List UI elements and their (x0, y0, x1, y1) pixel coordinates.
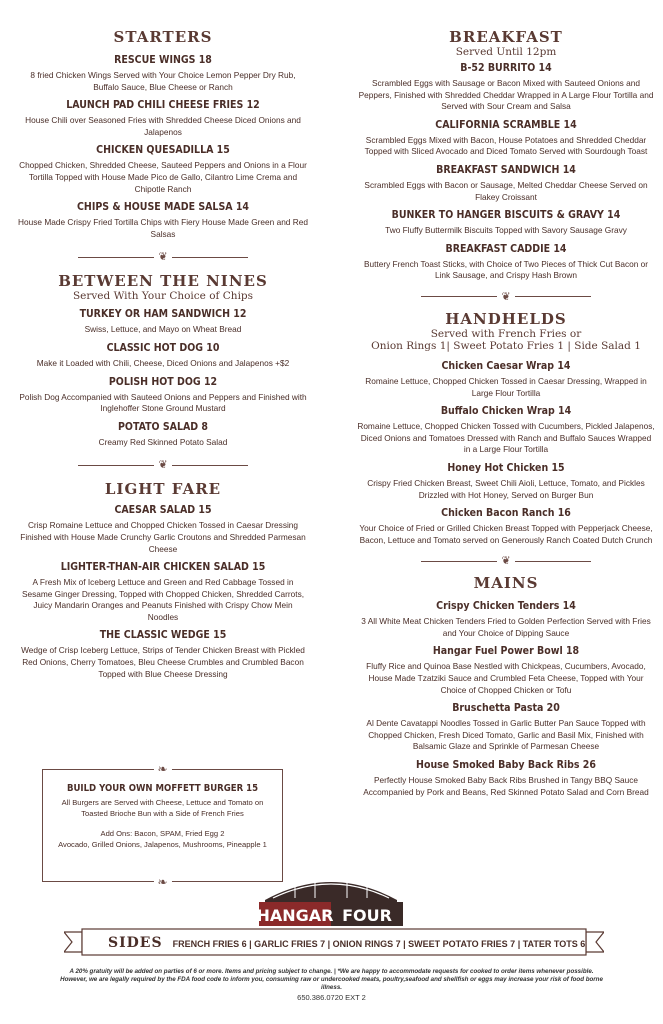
left-column (18, 22, 308, 680)
menu-item-desc: Romaine Lettuce, Chopped Chicken Tossed with Cucumbers, Pickled Jalapenos, Diced Onions and Tomatoes Dressed with Ranch and Buffalo Sauces Wrapped in a Large Flour Tortilla (357, 421, 655, 455)
menu-item-desc: Swiss, Lettuce, and Mayo on Wheat Bread (84, 324, 242, 335)
breakfast-list (357, 62, 655, 282)
menu-item-desc: Make it Loaded with Chili, Cheese, Diced Onions and Jalapenos +$2 (36, 357, 290, 368)
ornament-icon: ❧ (153, 762, 171, 776)
starters-list (18, 54, 308, 240)
menu-item-name: House Smoked Baby Back Ribs 26 (416, 759, 596, 772)
ornament-divider: ❦ (421, 292, 591, 302)
menu-item-name: CALIFORNIA SCRAMBLE 14 (435, 118, 577, 131)
menu-item-desc: Fluffy Rice and Quinoa Base Nestled with Chickpeas, Cucumbers, Avocado, House Made Tzatziki Sauce and Crumbled Feta Cheese, Topped with Your Choice of Chopped Chicken or Tofu (366, 661, 646, 695)
sides-label: SIDES (108, 935, 163, 951)
menu-item-name: TURKEY OR HAM SANDWICH 12 (79, 308, 247, 321)
menu-item-desc: Two Fluffy Buttermilk Biscuits Topped with Savory Sausage Gravy (385, 225, 627, 236)
burger-addons-2: Avocado, Grilled Onions, Jalapenos, Mushrooms, Pineapple 1 (58, 839, 267, 849)
sides-items: FRENCH FRIES 6 | GARLIC FRIES 7 | ONION RINGS 7 | SWEET POTATO FRIES 7 | TATER TOTS 6 (172, 939, 586, 949)
menu-item-desc: Romaine Lettuce, Chopped Chicken Tossed in Caesar Dressing, Wrapped in Large Flour Tortilla (365, 375, 647, 398)
menu-item-desc: Creamy Red Skinned Potato Salad (98, 436, 228, 447)
burger-name: BUILD YOUR OWN MOFFETT BURGER 15 (66, 783, 259, 794)
ornament-divider: ❦ (78, 252, 248, 262)
menu-item-desc: Crispy Fried Chicken Breast, Sweet Chili Aioli, Lettuce, Tomato, and Pickles Drizzled with Hot Honey, Served on Burger Bun (367, 477, 645, 500)
menu-item-name: Bruschetta Pasta 20 (452, 702, 560, 715)
between-list (18, 308, 308, 448)
menu-item-desc: Al Dente Cavatappi Noodles Tossed in Garlic Butter Pan Sauce Topped with Chopped Chicken, Fresh Diced Tomato, Garlic and Basil Mix, Finished with Balsamic Glaze and Sprinkle of Parmesan Cheese (366, 718, 646, 752)
burger-desc: All Burgers are Served with Cheese, Lettuce and Tomato on Toasted Brioche Bun with a Side of French Fries (61, 798, 264, 818)
logo-word-four: FOUR (342, 906, 392, 925)
menu-item-desc: House Chili over Seasoned Fries with Shredded Cheese Diced Onions and Jalapenos (25, 115, 301, 137)
burger-addons-1: Add Ons: Bacon, SPAM, Fried Egg 2 (100, 829, 225, 838)
menu-item-desc: Wedge of Crisp Iceberg Lettuce, Strips of Tender Chicken Breast with Pickled Red Onions, Cherry Tomatoes, Bleu Cheese Crumbles and Crumbled Bacon Topped with Blue Cheese Dressing (21, 645, 305, 679)
menu-item-desc: 8 fried Chicken Wings Served with Your Choice Lemon Pepper Dry Rub, Buffalo Sauce, Blue Cheese or Ranch (30, 70, 296, 92)
menu-item-name: Chicken Bacon Ranch 16 (441, 507, 571, 520)
menu-item-desc: A Fresh Mix of Iceberg Lettuce and Green and Red Cabbage Tossed in Sesame Ginger Dressing, Topped with Chopped Chicken, Shredded Carrots, Juicy Mandarin Oranges and Peanuts Finished with Crispy Chow Mein Noodles (21, 577, 305, 622)
menu-item-name: BREAKFAST SANDWICH 14 (436, 163, 576, 176)
menu-item-name: BUNKER TO HANGER BISCUITS & GRAVY 14 (391, 209, 621, 222)
mains-list (357, 600, 655, 798)
menu-item-desc: Your Choice of Fried or Grilled Chicken Breast Topped with Pepperjack Cheese, Bacon, Lettuce and Tomato served on Generously Ranch Coated Dutch Crunch (359, 523, 653, 545)
menu-item-name: CAESAR SALAD 15 (114, 504, 212, 517)
section-subtitle: Served Until 12pm (455, 46, 557, 58)
ornament-icon: ❧ (153, 875, 171, 889)
menu-item-desc: Scrambled Eggs Mixed with Bacon, House Potatoes and Shredded Cheddar Topped with Sliced Avocado and Diced Tomato Served with Sourdough Toast (364, 134, 648, 157)
menu-item-desc: House Made Crispy Fried Tortilla Chips with Fiery House Made Green and Red Salsas (18, 217, 308, 239)
section-title-starters: STARTERS (113, 28, 213, 46)
menu-item-name: Buffalo Chicken Wrap 14 (440, 405, 572, 418)
section-subtitle: Served with French Fries or (430, 327, 582, 340)
menu-item-name: Hangar Fuel Power Bowl 18 (432, 645, 580, 658)
menu-item-name: Honey Hot Chicken 15 (447, 461, 565, 474)
section-subtitle: Onion Rings 1| Sweet Potato Fries 1 | Side Salad 1 (371, 339, 641, 352)
ornament-divider: ❦ (78, 460, 248, 470)
menu-item-name: CHICKEN QUESADILLA 15 (96, 144, 230, 157)
handhelds-list (357, 360, 655, 546)
logo-word-hangar: HANGAR (256, 906, 334, 925)
menu-item-name: POLISH HOT DOG 12 (108, 375, 218, 388)
light-list (18, 504, 308, 680)
menu-item-name: Chicken Caesar Wrap 14 (441, 359, 571, 372)
section-title-mains: MAINS (473, 574, 539, 593)
right-column (357, 28, 655, 798)
menu-item-desc: Scrambled Eggs with Bacon or Sausage, Melted Cheddar Cheese Served on Flakey Croissant (364, 179, 648, 202)
section-title-light-fare: LIGHT FARE (104, 480, 222, 499)
menu-item-desc: 3 All White Meat Chicken Tenders Fried to Golden Perfection Served with Fries and Your Choice of Dipping Sauce (361, 616, 651, 638)
footer-note-1: A 20% gratuity will be added on parties of 6 or more. Items and pricing subject to change. | *We are happy to accommodate requests for cooked to order items whenever possible. (69, 968, 594, 975)
menu-item-desc: Chopped Chicken, Shredded Cheese, Sauteed Peppers and Onions in a Flour Tortilla Topped with House Made Pico de Gallo, Cilantro Lime Crema and Chipotle Ranch (19, 160, 307, 194)
phone-number: 650.386.0720 EXT 2 (297, 993, 366, 1002)
menu-item-name: B-52 BURRITO 14 (460, 62, 552, 74)
section-subtitle: Served With Your Choice of Chips (72, 290, 254, 303)
menu-item-name: CHIPS & HOUSE MADE SALSA 14 (76, 201, 249, 214)
ornament-divider: ❦ (421, 556, 591, 566)
menu-item-desc: Perfectly House Smoked Baby Back Ribs Brushed in Tangy BBQ Sauce Accompanied by Pork and Beans, Red Skinned Potato Salad and Corn Bread (363, 775, 649, 797)
menu-item-name: CLASSIC HOT DOG 10 (106, 341, 220, 354)
menu-item-name: LAUNCH PAD CHILI CHEESE FRIES 12 (66, 99, 260, 112)
menu-item-name: POTATO SALAD 8 (118, 420, 208, 433)
menu-item-name: Crispy Chicken Tenders 14 (436, 600, 576, 613)
footer-note-2: However, we are legally required by the FDA food code to inform you, consuming raw or undercooked meats, poultry,seafood and shellfish or eggs may increase your risk of food borne illness. (60, 976, 603, 991)
menu-item-desc: Scrambled Eggs with Sausage or Bacon Mixed with Sauteed Onions and Peppers, Finished with Shredded Cheddar Wrapped in A Large Flour Tortilla and Served with Sour Cream and Salsa (358, 78, 654, 112)
sides-row (108, 935, 585, 951)
menu-item-name: THE CLASSIC WEDGE 15 (99, 629, 227, 642)
section-title-breakfast: BREAKFAST (449, 28, 563, 46)
hangar-four-logo (255, 870, 407, 928)
menu-item-desc: Buttery French Toast Sticks, with Choice of Two Pieces of Thick Cut Bacon or Link Sausage, and Crispy Hash Brown (363, 258, 649, 281)
menu-item-desc: Crisp Romaine Lettuce and Chopped Chicken Tossed in Caesar Dressing Finished with House Made Crunchy Garlic Croutons and Shredded Parmesan Cheese (20, 520, 306, 554)
menu-item-name: LIGHTER-THAN-AIR CHICKEN SALAD 15 (60, 561, 266, 574)
menu-item-name: RESCUE WINGS 18 (114, 54, 212, 66)
burger-box (42, 762, 283, 889)
section-title-handhelds: HANDHELDS (445, 309, 567, 328)
section-title-between-the-nines: BETWEEN THE NINES (58, 272, 268, 291)
menu-item-name: BREAKFAST CADDIE 14 (445, 242, 567, 255)
menu-item-desc: Polish Dog Accompanied with Sauteed Onions and Peppers and Finished with Inglehoffer Stone Ground Mustard (19, 391, 307, 414)
